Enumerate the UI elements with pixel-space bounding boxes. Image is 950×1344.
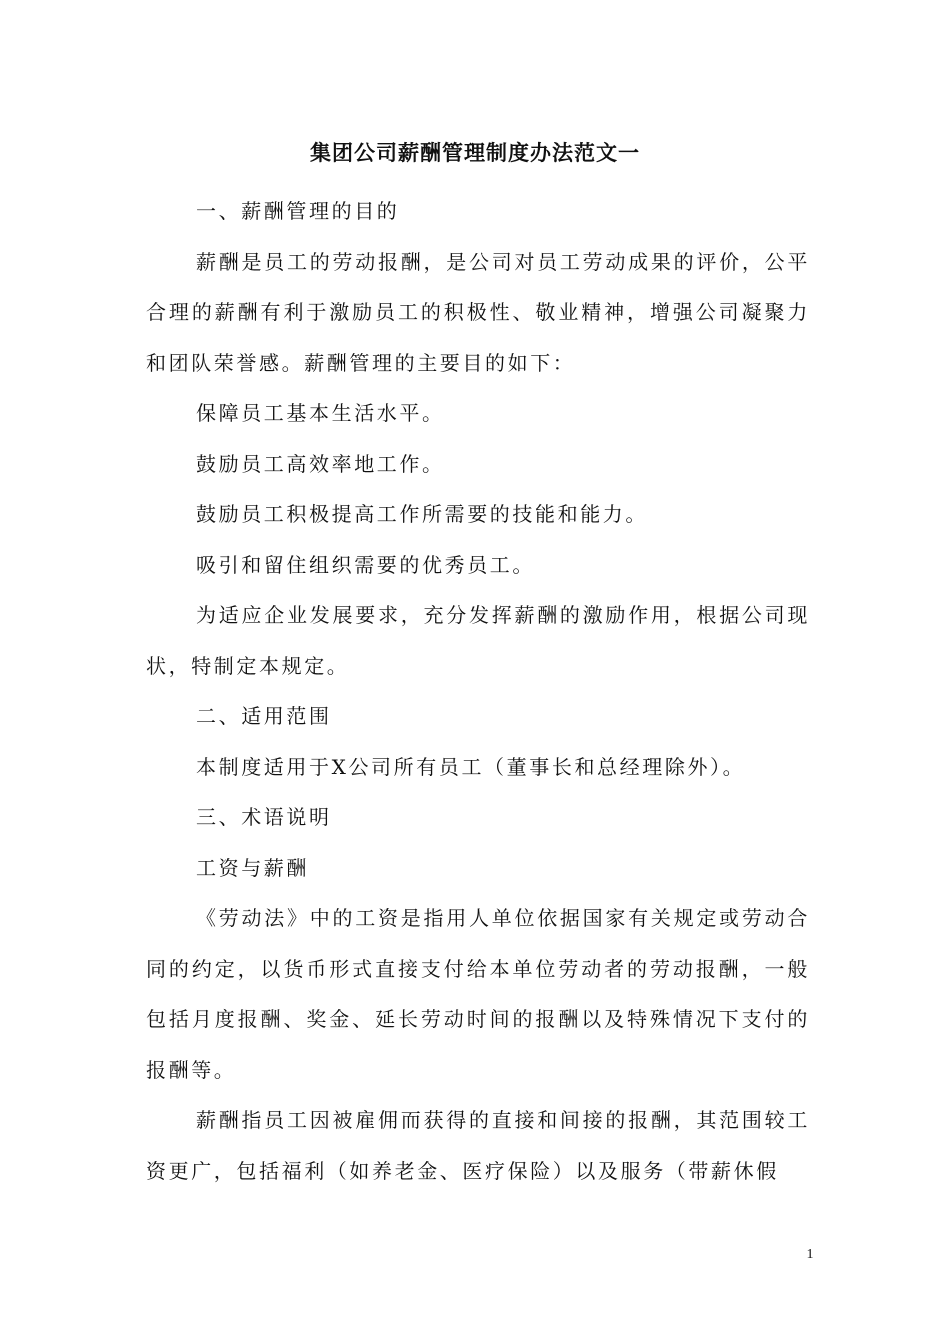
paragraph-purpose-conclusion: 为适应企业发展要求，充分发挥薪酬的激励作用，根据公司现状，特制定本规定。 [146,603,810,678]
section-heading-terms: 三、术语说明 [196,805,332,829]
paragraph-scope: 本制度适用于X公司所有员工（董事长和总经理除外）。 [196,754,746,779]
paragraph-wages-definition: 《劳动法》中的工资是指用人单位依据国家有关规定或劳动合同的约定，以货币形式直接支付给本单位劳动者的劳动报酬，一般包括月度报酬、奖金、延长劳动时间的报酬以及特殊情况下支付的报酬等。 [146,906,810,1082]
paragraph-purpose-intro: 薪酬是员工的劳动报酬，是公司对员工劳动成果的评价，公平合理的薪酬有利于激励员工的积极性、敬业精神，增强公司凝聚力和团队荣誉感。薪酬管理的主要目的如下： [146,249,810,375]
list-item-purpose-3: 鼓励员工积极提高工作所需要的技能和能力。 [196,502,648,526]
paragraph-compensation-definition: 薪酬指员工因被雇佣而获得的直接和间接的报酬，其范围较工资更广，包括福利（如养老金、医疗保险）以及服务（带薪休假 [146,1108,810,1183]
list-item-purpose-1: 保障员工基本生活水平。 [196,401,445,425]
list-item-purpose-2: 鼓励员工高效率地工作。 [196,451,445,476]
section-heading-scope: 二、适用范围 [196,704,332,728]
section-heading-purpose: 一、薪酬管理的目的 [196,199,400,223]
document-body [146,186,810,1196]
document-title: 集团公司薪酬管理制度办法范文一 [310,140,640,165]
list-item-purpose-4: 吸引和留住组织需要的优秀员工。 [196,552,535,577]
subheading-wages-and-compensation: 工资与薪酬 [196,855,309,880]
page-number: 1 [806,1247,814,1262]
